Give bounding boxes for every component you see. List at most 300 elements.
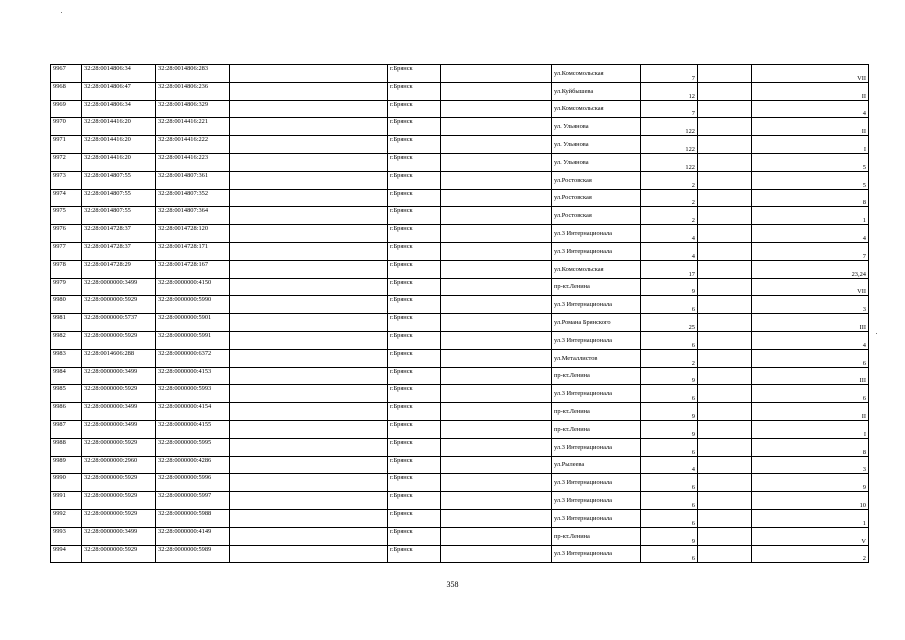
empty-cell <box>441 225 552 243</box>
house-number-cell: 122 <box>641 153 698 171</box>
premises-number-cell: 9 <box>752 474 869 492</box>
empty-cell <box>441 420 552 438</box>
house-number-cell: 9 <box>641 403 698 421</box>
premises-number-cell: 4 <box>752 331 869 349</box>
premises-number-cell: III <box>752 367 869 385</box>
cadastral-object-cell: 32:28:0014807:352 <box>156 189 230 207</box>
city-cell: г.Брянск <box>388 171 441 189</box>
empty-cell <box>230 153 388 171</box>
row-number-cell: 9967 <box>51 65 82 83</box>
street-cell: пр-кт.Ленина <box>552 367 641 385</box>
premises-number-cell: VII <box>752 65 869 83</box>
city-cell: г.Брянск <box>388 367 441 385</box>
cadastral-parcel-cell: 32:28:0014728:37 <box>82 242 156 260</box>
premises-number-cell: 6 <box>752 349 869 367</box>
empty-cell <box>230 82 388 100</box>
table-row <box>51 100 869 118</box>
premises-number-cell: 4 <box>752 225 869 243</box>
city-cell: г.Брянск <box>388 456 441 474</box>
cadastral-parcel-cell: 32:28:0000000:5929 <box>82 474 156 492</box>
empty-cell <box>230 242 388 260</box>
premises-number-cell: 6 <box>752 385 869 403</box>
table-row <box>51 331 869 349</box>
cadastral-parcel-cell: 32:28:0000000:2960 <box>82 456 156 474</box>
empty-cell <box>698 509 752 527</box>
table-row <box>51 367 869 385</box>
cadastral-parcel-cell: 32:28:0000000:3499 <box>82 403 156 421</box>
street-cell: ул.3 Интернационала <box>552 474 641 492</box>
empty-cell <box>698 349 752 367</box>
table-row <box>51 207 869 225</box>
row-number-cell: 9988 <box>51 438 82 456</box>
city-cell: г.Брянск <box>388 278 441 296</box>
premises-number-cell: 1 <box>752 509 869 527</box>
empty-cell <box>230 189 388 207</box>
city-cell: г.Брянск <box>388 474 441 492</box>
city-cell: г.Брянск <box>388 65 441 83</box>
house-number-cell: 9 <box>641 367 698 385</box>
cadastral-object-cell: 32:28:0000000:4154 <box>156 403 230 421</box>
row-number-cell: 9974 <box>51 189 82 207</box>
row-number-cell: 9978 <box>51 260 82 278</box>
empty-cell <box>698 118 752 136</box>
cadastral-parcel-cell: 32:28:0014606:288 <box>82 349 156 367</box>
city-cell: г.Брянск <box>388 314 441 332</box>
table-row <box>51 492 869 510</box>
premises-number-cell: III <box>752 314 869 332</box>
house-number-cell: 6 <box>641 509 698 527</box>
cadastral-object-cell: 32:28:0000000:4150 <box>156 278 230 296</box>
premises-number-cell: 10 <box>752 492 869 510</box>
street-cell: ул.3 Интернационала <box>552 225 641 243</box>
house-number-cell: 6 <box>641 296 698 314</box>
row-number-cell: 9987 <box>51 420 82 438</box>
empty-cell <box>230 509 388 527</box>
cadastral-parcel-cell: 32:28:0014806:34 <box>82 65 156 83</box>
empty-cell <box>230 65 388 83</box>
row-number-cell: 9971 <box>51 136 82 154</box>
empty-cell <box>230 403 388 421</box>
cadastral-object-cell: 32:28:0014806:329 <box>156 100 230 118</box>
cadastral-object-cell: 32:28:0014806:283 <box>156 65 230 83</box>
empty-cell <box>441 385 552 403</box>
premises-number-cell: 1 <box>752 207 869 225</box>
row-number-cell: 9969 <box>51 100 82 118</box>
cadastral-parcel-cell: 32:28:0000000:5929 <box>82 385 156 403</box>
house-number-cell: 4 <box>641 242 698 260</box>
city-cell: г.Брянск <box>388 225 441 243</box>
empty-cell <box>698 296 752 314</box>
house-number-cell: 122 <box>641 118 698 136</box>
city-cell: г.Брянск <box>388 153 441 171</box>
city-cell: г.Брянск <box>388 492 441 510</box>
cadastral-parcel-cell: 32:28:0000000:5929 <box>82 296 156 314</box>
table-row <box>51 403 869 421</box>
registry-table <box>50 64 869 563</box>
table-row <box>51 509 869 527</box>
street-cell: ул.Комсомольская <box>552 100 641 118</box>
empty-cell <box>230 456 388 474</box>
street-cell: ул.Куйбышева <box>552 82 641 100</box>
city-cell: г.Брянск <box>388 207 441 225</box>
empty-cell <box>441 207 552 225</box>
empty-cell <box>441 136 552 154</box>
empty-cell <box>441 349 552 367</box>
empty-cell <box>230 296 388 314</box>
city-cell: г.Брянск <box>388 260 441 278</box>
row-number-cell: 9985 <box>51 385 82 403</box>
house-number-cell: 4 <box>641 225 698 243</box>
empty-cell <box>698 403 752 421</box>
empty-cell <box>698 492 752 510</box>
cadastral-parcel-cell: 32:28:0000000:3499 <box>82 420 156 438</box>
empty-cell <box>698 420 752 438</box>
cadastral-parcel-cell: 32:28:0014807:55 <box>82 207 156 225</box>
empty-cell <box>441 171 552 189</box>
empty-cell <box>230 527 388 545</box>
cadastral-parcel-cell: 32:28:0000000:3499 <box>82 278 156 296</box>
street-cell: ул.Комсомольская <box>552 65 641 83</box>
street-cell: ул.3 Интернационала <box>552 296 641 314</box>
house-number-cell: 6 <box>641 438 698 456</box>
city-cell: г.Брянск <box>388 100 441 118</box>
house-number-cell: 6 <box>641 474 698 492</box>
house-number-cell: 7 <box>641 65 698 83</box>
cadastral-parcel-cell: 32:28:0000000:5929 <box>82 492 156 510</box>
row-number-cell: 9989 <box>51 456 82 474</box>
empty-cell <box>698 100 752 118</box>
street-cell: ул.Металлистов <box>552 349 641 367</box>
empty-cell <box>441 403 552 421</box>
cadastral-object-cell: 32:28:0000000:5993 <box>156 385 230 403</box>
empty-cell <box>230 207 388 225</box>
house-number-cell: 6 <box>641 492 698 510</box>
empty-cell <box>698 207 752 225</box>
cadastral-parcel-cell: 32:28:0000000:5737 <box>82 314 156 332</box>
house-number-cell: 2 <box>641 171 698 189</box>
table-row <box>51 438 869 456</box>
empty-cell <box>441 314 552 332</box>
empty-cell <box>698 331 752 349</box>
table-row <box>51 385 869 403</box>
empty-cell <box>441 527 552 545</box>
premises-number-cell: V <box>752 527 869 545</box>
empty-cell <box>698 153 752 171</box>
table-row <box>51 420 869 438</box>
empty-cell <box>441 331 552 349</box>
row-number-cell: 9977 <box>51 242 82 260</box>
table-row <box>51 242 869 260</box>
city-cell: г.Брянск <box>388 385 441 403</box>
city-cell: г.Брянск <box>388 296 441 314</box>
empty-cell <box>230 136 388 154</box>
cadastral-parcel-cell: 32:28:0014728:37 <box>82 225 156 243</box>
empty-cell <box>230 420 388 438</box>
street-cell: ул.Романа Брянского <box>552 314 641 332</box>
row-number-cell: 9980 <box>51 296 82 314</box>
city-cell: г.Брянск <box>388 509 441 527</box>
cadastral-object-cell: 32:28:0000000:5989 <box>156 545 230 563</box>
empty-cell <box>230 438 388 456</box>
street-cell: ул. Ульянова <box>552 153 641 171</box>
premises-number-cell: 3 <box>752 296 869 314</box>
city-cell: г.Брянск <box>388 527 441 545</box>
street-cell: пр-кт.Ленина <box>552 420 641 438</box>
row-number-cell: 9986 <box>51 403 82 421</box>
house-number-cell: 25 <box>641 314 698 332</box>
city-cell: г.Брянск <box>388 242 441 260</box>
empty-cell <box>441 82 552 100</box>
cadastral-object-cell: 32:28:0014728:171 <box>156 242 230 260</box>
empty-cell <box>698 189 752 207</box>
empty-cell <box>441 545 552 563</box>
empty-cell <box>441 189 552 207</box>
cadastral-parcel-cell: 32:28:0014728:29 <box>82 260 156 278</box>
premises-number-cell: 3 <box>752 456 869 474</box>
cadastral-object-cell: 32:28:0000000:4286 <box>156 456 230 474</box>
table-row <box>51 474 869 492</box>
empty-cell <box>230 260 388 278</box>
cadastral-object-cell: 32:28:0000000:5996 <box>156 474 230 492</box>
city-cell: г.Брянск <box>388 545 441 563</box>
row-number-cell: 9972 <box>51 153 82 171</box>
premises-number-cell: II <box>752 403 869 421</box>
street-cell: ул.3 Интернационала <box>552 509 641 527</box>
cadastral-parcel-cell: 32:28:0000000:5929 <box>82 438 156 456</box>
empty-cell <box>441 509 552 527</box>
table-row <box>51 153 869 171</box>
row-number-cell: 9994 <box>51 545 82 563</box>
scan-speck <box>876 333 877 334</box>
empty-cell <box>441 367 552 385</box>
empty-cell <box>230 474 388 492</box>
cadastral-parcel-cell: 32:28:0000000:5929 <box>82 509 156 527</box>
street-cell: ул.3 Интернационала <box>552 385 641 403</box>
table-row <box>51 225 869 243</box>
empty-cell <box>441 242 552 260</box>
table-row <box>51 545 869 563</box>
house-number-cell: 2 <box>641 207 698 225</box>
city-cell: г.Брянск <box>388 403 441 421</box>
row-number-cell: 9991 <box>51 492 82 510</box>
table-row <box>51 349 869 367</box>
empty-cell <box>441 438 552 456</box>
street-cell: ул.3 Интернационала <box>552 438 641 456</box>
cadastral-object-cell: 32:28:0000000:5901 <box>156 314 230 332</box>
row-number-cell: 9979 <box>51 278 82 296</box>
cadastral-object-cell: 32:28:0014807:361 <box>156 171 230 189</box>
street-cell: пр-кт.Ленина <box>552 527 641 545</box>
cadastral-object-cell: 32:28:0000000:4153 <box>156 367 230 385</box>
empty-cell <box>441 118 552 136</box>
cadastral-parcel-cell: 32:28:0014807:55 <box>82 171 156 189</box>
empty-cell <box>230 100 388 118</box>
page-number: 358 <box>446 580 459 589</box>
table-row <box>51 136 869 154</box>
empty-cell <box>230 225 388 243</box>
registry-table-body <box>51 65 869 563</box>
city-cell: г.Брянск <box>388 136 441 154</box>
cadastral-object-cell: 32:28:0000000:4149 <box>156 527 230 545</box>
premises-number-cell: II <box>752 118 869 136</box>
empty-cell <box>441 65 552 83</box>
row-number-cell: 9993 <box>51 527 82 545</box>
cadastral-object-cell: 32:28:0000000:5995 <box>156 438 230 456</box>
premises-number-cell: 5 <box>752 153 869 171</box>
table-row <box>51 118 869 136</box>
cadastral-parcel-cell: 32:28:0000000:5929 <box>82 331 156 349</box>
house-number-cell: 17 <box>641 260 698 278</box>
empty-cell <box>698 456 752 474</box>
city-cell: г.Брянск <box>388 82 441 100</box>
table-row <box>51 456 869 474</box>
scan-speck <box>61 12 62 13</box>
house-number-cell: 2 <box>641 349 698 367</box>
city-cell: г.Брянск <box>388 420 441 438</box>
city-cell: г.Брянск <box>388 189 441 207</box>
street-cell: ул.3 Интернационала <box>552 492 641 510</box>
premises-number-cell: 2 <box>752 545 869 563</box>
empty-cell <box>698 278 752 296</box>
empty-cell <box>230 492 388 510</box>
row-number-cell: 9976 <box>51 225 82 243</box>
row-number-cell: 9983 <box>51 349 82 367</box>
premises-number-cell: 4 <box>752 100 869 118</box>
street-cell: ул.Ростовская <box>552 207 641 225</box>
premises-number-cell: II <box>752 82 869 100</box>
cadastral-parcel-cell: 32:28:0014416:20 <box>82 136 156 154</box>
empty-cell <box>698 314 752 332</box>
row-number-cell: 9981 <box>51 314 82 332</box>
cadastral-parcel-cell: 32:28:0000000:3499 <box>82 367 156 385</box>
row-number-cell: 9970 <box>51 118 82 136</box>
empty-cell <box>230 545 388 563</box>
cadastral-object-cell: 32:28:0014416:222 <box>156 136 230 154</box>
table-row <box>51 260 869 278</box>
house-number-cell: 9 <box>641 420 698 438</box>
cadastral-object-cell: 32:28:0000000:5988 <box>156 509 230 527</box>
table-row <box>51 527 869 545</box>
empty-cell <box>698 367 752 385</box>
premises-number-cell: 8 <box>752 438 869 456</box>
empty-cell <box>441 260 552 278</box>
cadastral-parcel-cell: 32:28:0014806:34 <box>82 100 156 118</box>
table-row <box>51 296 869 314</box>
cadastral-object-cell: 32:28:0014807:364 <box>156 207 230 225</box>
cadastral-object-cell: 32:28:0000000:5991 <box>156 331 230 349</box>
row-number-cell: 9973 <box>51 171 82 189</box>
street-cell: пр-кт.Ленина <box>552 278 641 296</box>
cadastral-object-cell: 32:28:0014728:120 <box>156 225 230 243</box>
house-number-cell: 122 <box>641 136 698 154</box>
row-number-cell: 9975 <box>51 207 82 225</box>
empty-cell <box>441 296 552 314</box>
house-number-cell: 7 <box>641 100 698 118</box>
empty-cell <box>698 438 752 456</box>
empty-cell <box>698 260 752 278</box>
premises-number-cell: 8 <box>752 189 869 207</box>
empty-cell <box>230 349 388 367</box>
street-cell: ул.3 Интернационала <box>552 242 641 260</box>
empty-cell <box>698 474 752 492</box>
empty-cell <box>441 492 552 510</box>
empty-cell <box>441 153 552 171</box>
empty-cell <box>698 136 752 154</box>
cadastral-parcel-cell: 32:28:0000000:3499 <box>82 527 156 545</box>
empty-cell <box>698 225 752 243</box>
cadastral-parcel-cell: 32:28:0014807:55 <box>82 189 156 207</box>
empty-cell <box>698 65 752 83</box>
empty-cell <box>698 545 752 563</box>
empty-cell <box>441 456 552 474</box>
cadastral-object-cell: 32:28:0014806:236 <box>156 82 230 100</box>
empty-cell <box>698 385 752 403</box>
empty-cell <box>698 242 752 260</box>
cadastral-parcel-cell: 32:28:0014416:20 <box>82 118 156 136</box>
row-number-cell: 9984 <box>51 367 82 385</box>
street-cell: ул.Ростовская <box>552 189 641 207</box>
empty-cell <box>441 100 552 118</box>
city-cell: г.Брянск <box>388 349 441 367</box>
house-number-cell: 9 <box>641 278 698 296</box>
empty-cell <box>230 331 388 349</box>
house-number-cell: 6 <box>641 545 698 563</box>
empty-cell <box>230 367 388 385</box>
cadastral-parcel-cell: 32:28:0014416:20 <box>82 153 156 171</box>
house-number-cell: 6 <box>641 385 698 403</box>
empty-cell <box>230 171 388 189</box>
empty-cell <box>441 278 552 296</box>
city-cell: г.Брянск <box>388 438 441 456</box>
cadastral-parcel-cell: 32:28:0014806:47 <box>82 82 156 100</box>
cadastral-object-cell: 32:28:0014728:167 <box>156 260 230 278</box>
cadastral-object-cell: 32:28:0000000:5990 <box>156 296 230 314</box>
city-cell: г.Брянск <box>388 331 441 349</box>
empty-cell <box>698 171 752 189</box>
street-cell: ул.Рылеева <box>552 456 641 474</box>
row-number-cell: 9990 <box>51 474 82 492</box>
empty-cell <box>441 474 552 492</box>
empty-cell <box>230 385 388 403</box>
premises-number-cell: 5 <box>752 171 869 189</box>
row-number-cell: 9982 <box>51 331 82 349</box>
empty-cell <box>230 118 388 136</box>
table-row <box>51 314 869 332</box>
cadastral-object-cell: 32:28:0000000:5997 <box>156 492 230 510</box>
empty-cell <box>698 82 752 100</box>
table-row <box>51 65 869 83</box>
premises-number-cell: I <box>752 420 869 438</box>
street-cell: ул.3 Интернационала <box>552 331 641 349</box>
premises-number-cell: 7 <box>752 242 869 260</box>
cadastral-object-cell: 32:28:0014416:223 <box>156 153 230 171</box>
premises-number-cell: VII <box>752 278 869 296</box>
table-row <box>51 278 869 296</box>
empty-cell <box>698 527 752 545</box>
table-row <box>51 189 869 207</box>
premises-number-cell: I <box>752 136 869 154</box>
table-row <box>51 82 869 100</box>
street-cell: ул. Ульянова <box>552 136 641 154</box>
street-cell: пр-кт.Ленина <box>552 403 641 421</box>
cadastral-object-cell: 32:28:0000000:4155 <box>156 420 230 438</box>
house-number-cell: 2 <box>641 189 698 207</box>
cadastral-parcel-cell: 32:28:0000000:5929 <box>82 545 156 563</box>
house-number-cell: 9 <box>641 527 698 545</box>
premises-number-cell: 23,24 <box>752 260 869 278</box>
table-row <box>51 171 869 189</box>
row-number-cell: 9992 <box>51 509 82 527</box>
